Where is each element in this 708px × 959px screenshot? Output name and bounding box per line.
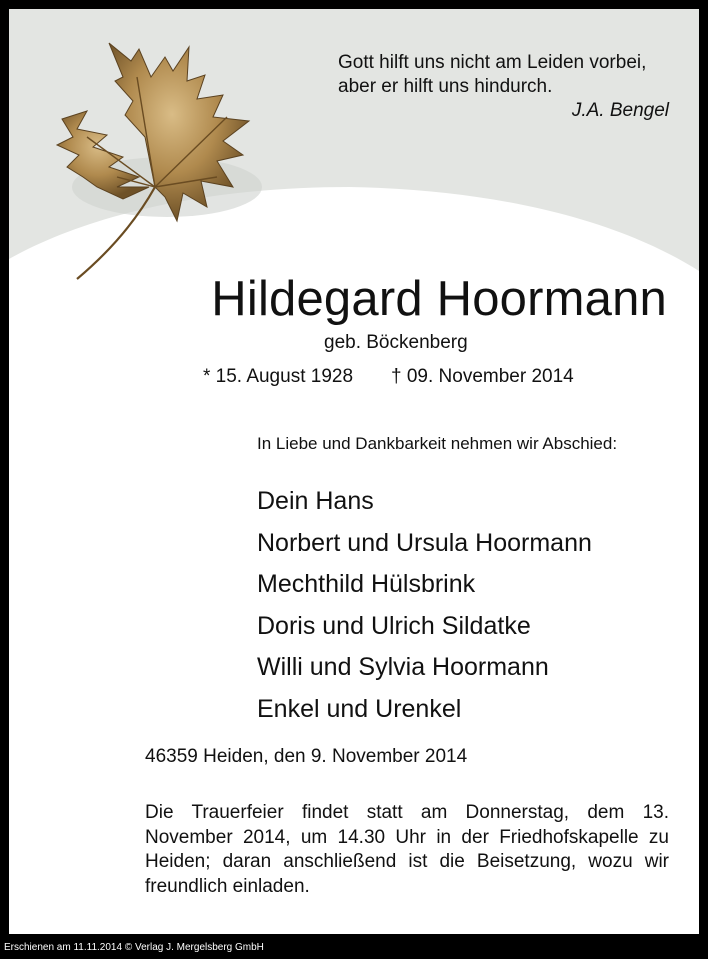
obituary-card (9, 9, 699, 934)
mourner-item: Enkel und Urenkel (257, 694, 462, 723)
maple-leaf-icon (27, 37, 262, 287)
mourner-item: Norbert und Ursula Hoormann (257, 528, 592, 557)
place-date: 46359 Heiden, den 9. November 2014 (145, 746, 468, 767)
birth-name: geb. Böckenberg (324, 332, 468, 353)
bible-quote (249, 51, 669, 123)
death-date: † 09. November 2014 (391, 366, 574, 387)
life-dates (203, 366, 574, 388)
mourners-list (257, 481, 592, 730)
farewell-intro: In Liebe und Dankbarkeit nehmen wir Abschied: (257, 434, 618, 453)
mourner-item: Willi und Sylvia Hoormann (257, 653, 549, 681)
mourner-item: Mechthild Hülsbrink (257, 570, 476, 598)
quote-line-2: aber er hilft uns hindurch. (338, 76, 553, 97)
mourner-item: Dein Hans (257, 487, 374, 515)
ceremony-notice: Die Trauerfeier findet statt am Donnerstag, dem 13. November 2014, um 14.30 Uhr in der Friedhofskapelle zu Heiden; daran anschließend ist die Beisetzung, wozu wir freundlich einladen. (145, 802, 669, 897)
quote-line-1: Gott hilft uns nicht am Leiden vorbei, (338, 52, 647, 73)
mourner-item: Doris und Ulrich Sildatke (257, 611, 531, 640)
quote-author: J.A. Bengel (571, 100, 669, 121)
deceased-name: Hildegard Hoormann (211, 272, 667, 326)
birth-date: * 15. August 1928 (203, 366, 354, 387)
publication-footer: Erschienen am 11.11.2014 © Verlag J. Mergelsberg GmbH (4, 942, 264, 953)
